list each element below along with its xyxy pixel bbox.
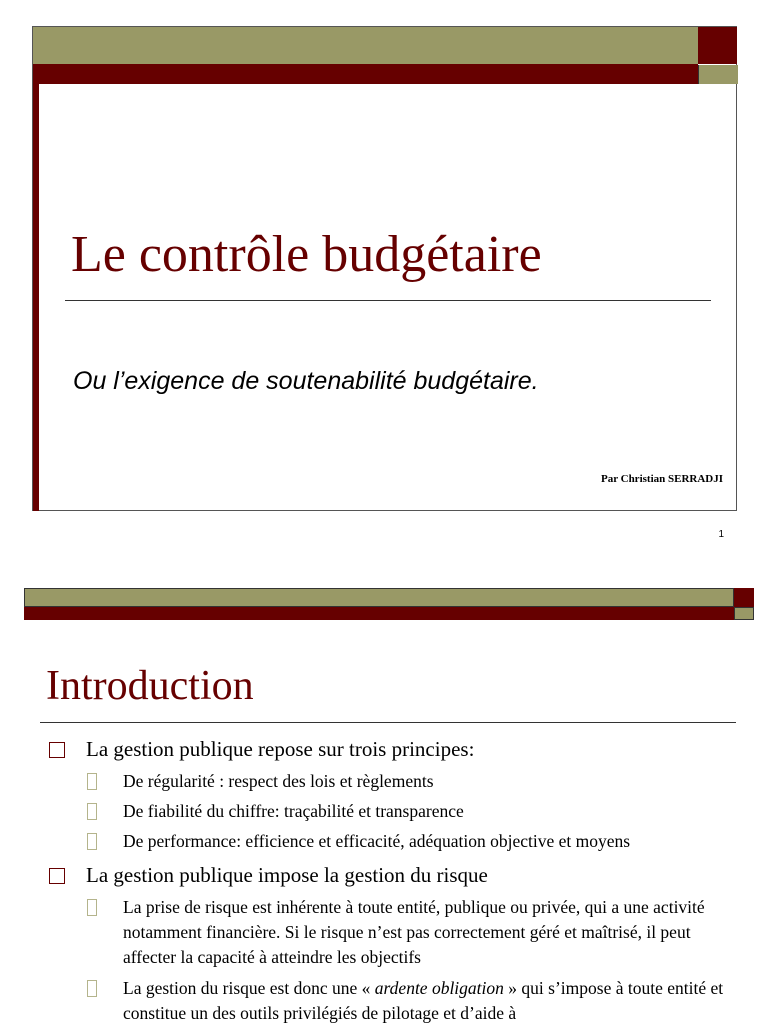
sub-bullet-text: La prise de risque est inhérente à toute entité, publique ou privée, qui a une activité notamment financière. Si le risque n’est pas correctement géré et maîtrisé, il peut affecter la capacité à atteindre les objectifs <box>123 897 705 967</box>
sub-bullet-text-part: » qui s’impose à toute entité et constitue un des outils privilégiés de pilotage et d’aide à <box>123 978 724 1023</box>
header-maroon-square <box>698 27 737 64</box>
sub-bullet-text-part: La gestion du risque est donc une « <box>123 978 375 998</box>
title-slide <box>32 26 737 511</box>
sub-bullet-text: De performance: efficience et efficacité, adéquation objective et moyens <box>123 831 631 851</box>
title-divider <box>40 722 736 723</box>
header-maroon-square <box>734 588 754 607</box>
sub-bullet-text: De régularité : respect des lois et règlements <box>123 771 434 791</box>
emphasis-text: ardente obligation <box>374 978 504 998</box>
bullet-text: La gestion publique impose la gestion du risque <box>86 863 488 887</box>
title-divider <box>65 300 711 301</box>
slide-subtitle: Ou l’exigence de soutenabilité budgétaire. <box>73 367 539 395</box>
sub-bullet-text <box>123 976 753 1026</box>
slide-title: Le contrôle budgétaire <box>71 226 542 283</box>
header-small-olive-square <box>734 607 754 620</box>
sub-bullet-icon <box>87 803 97 820</box>
page-number: 1 <box>718 529 724 540</box>
header-olive-bar <box>33 27 698 65</box>
slide-title: Introduction <box>46 663 254 709</box>
header-maroon-band <box>24 607 734 620</box>
header-small-olive-square <box>698 65 738 84</box>
left-maroon-bar <box>33 64 39 511</box>
sub-bullet-text: De fiabilité du chiffre: traçabilité et transparence <box>123 801 464 821</box>
header-maroon-band <box>33 64 698 84</box>
sub-bullet-icon <box>87 833 97 850</box>
header-olive-bar <box>24 588 734 607</box>
sub-bullet-icon <box>87 980 97 997</box>
sub-bullet-icon <box>87 773 97 790</box>
square-bullet-icon <box>49 868 65 884</box>
author-credit: Par Christian SERRADJI <box>600 473 723 485</box>
bullet-text: La gestion publique repose sur trois principes: <box>86 737 475 761</box>
square-bullet-icon <box>49 742 65 758</box>
sub-bullet-icon <box>87 899 97 916</box>
